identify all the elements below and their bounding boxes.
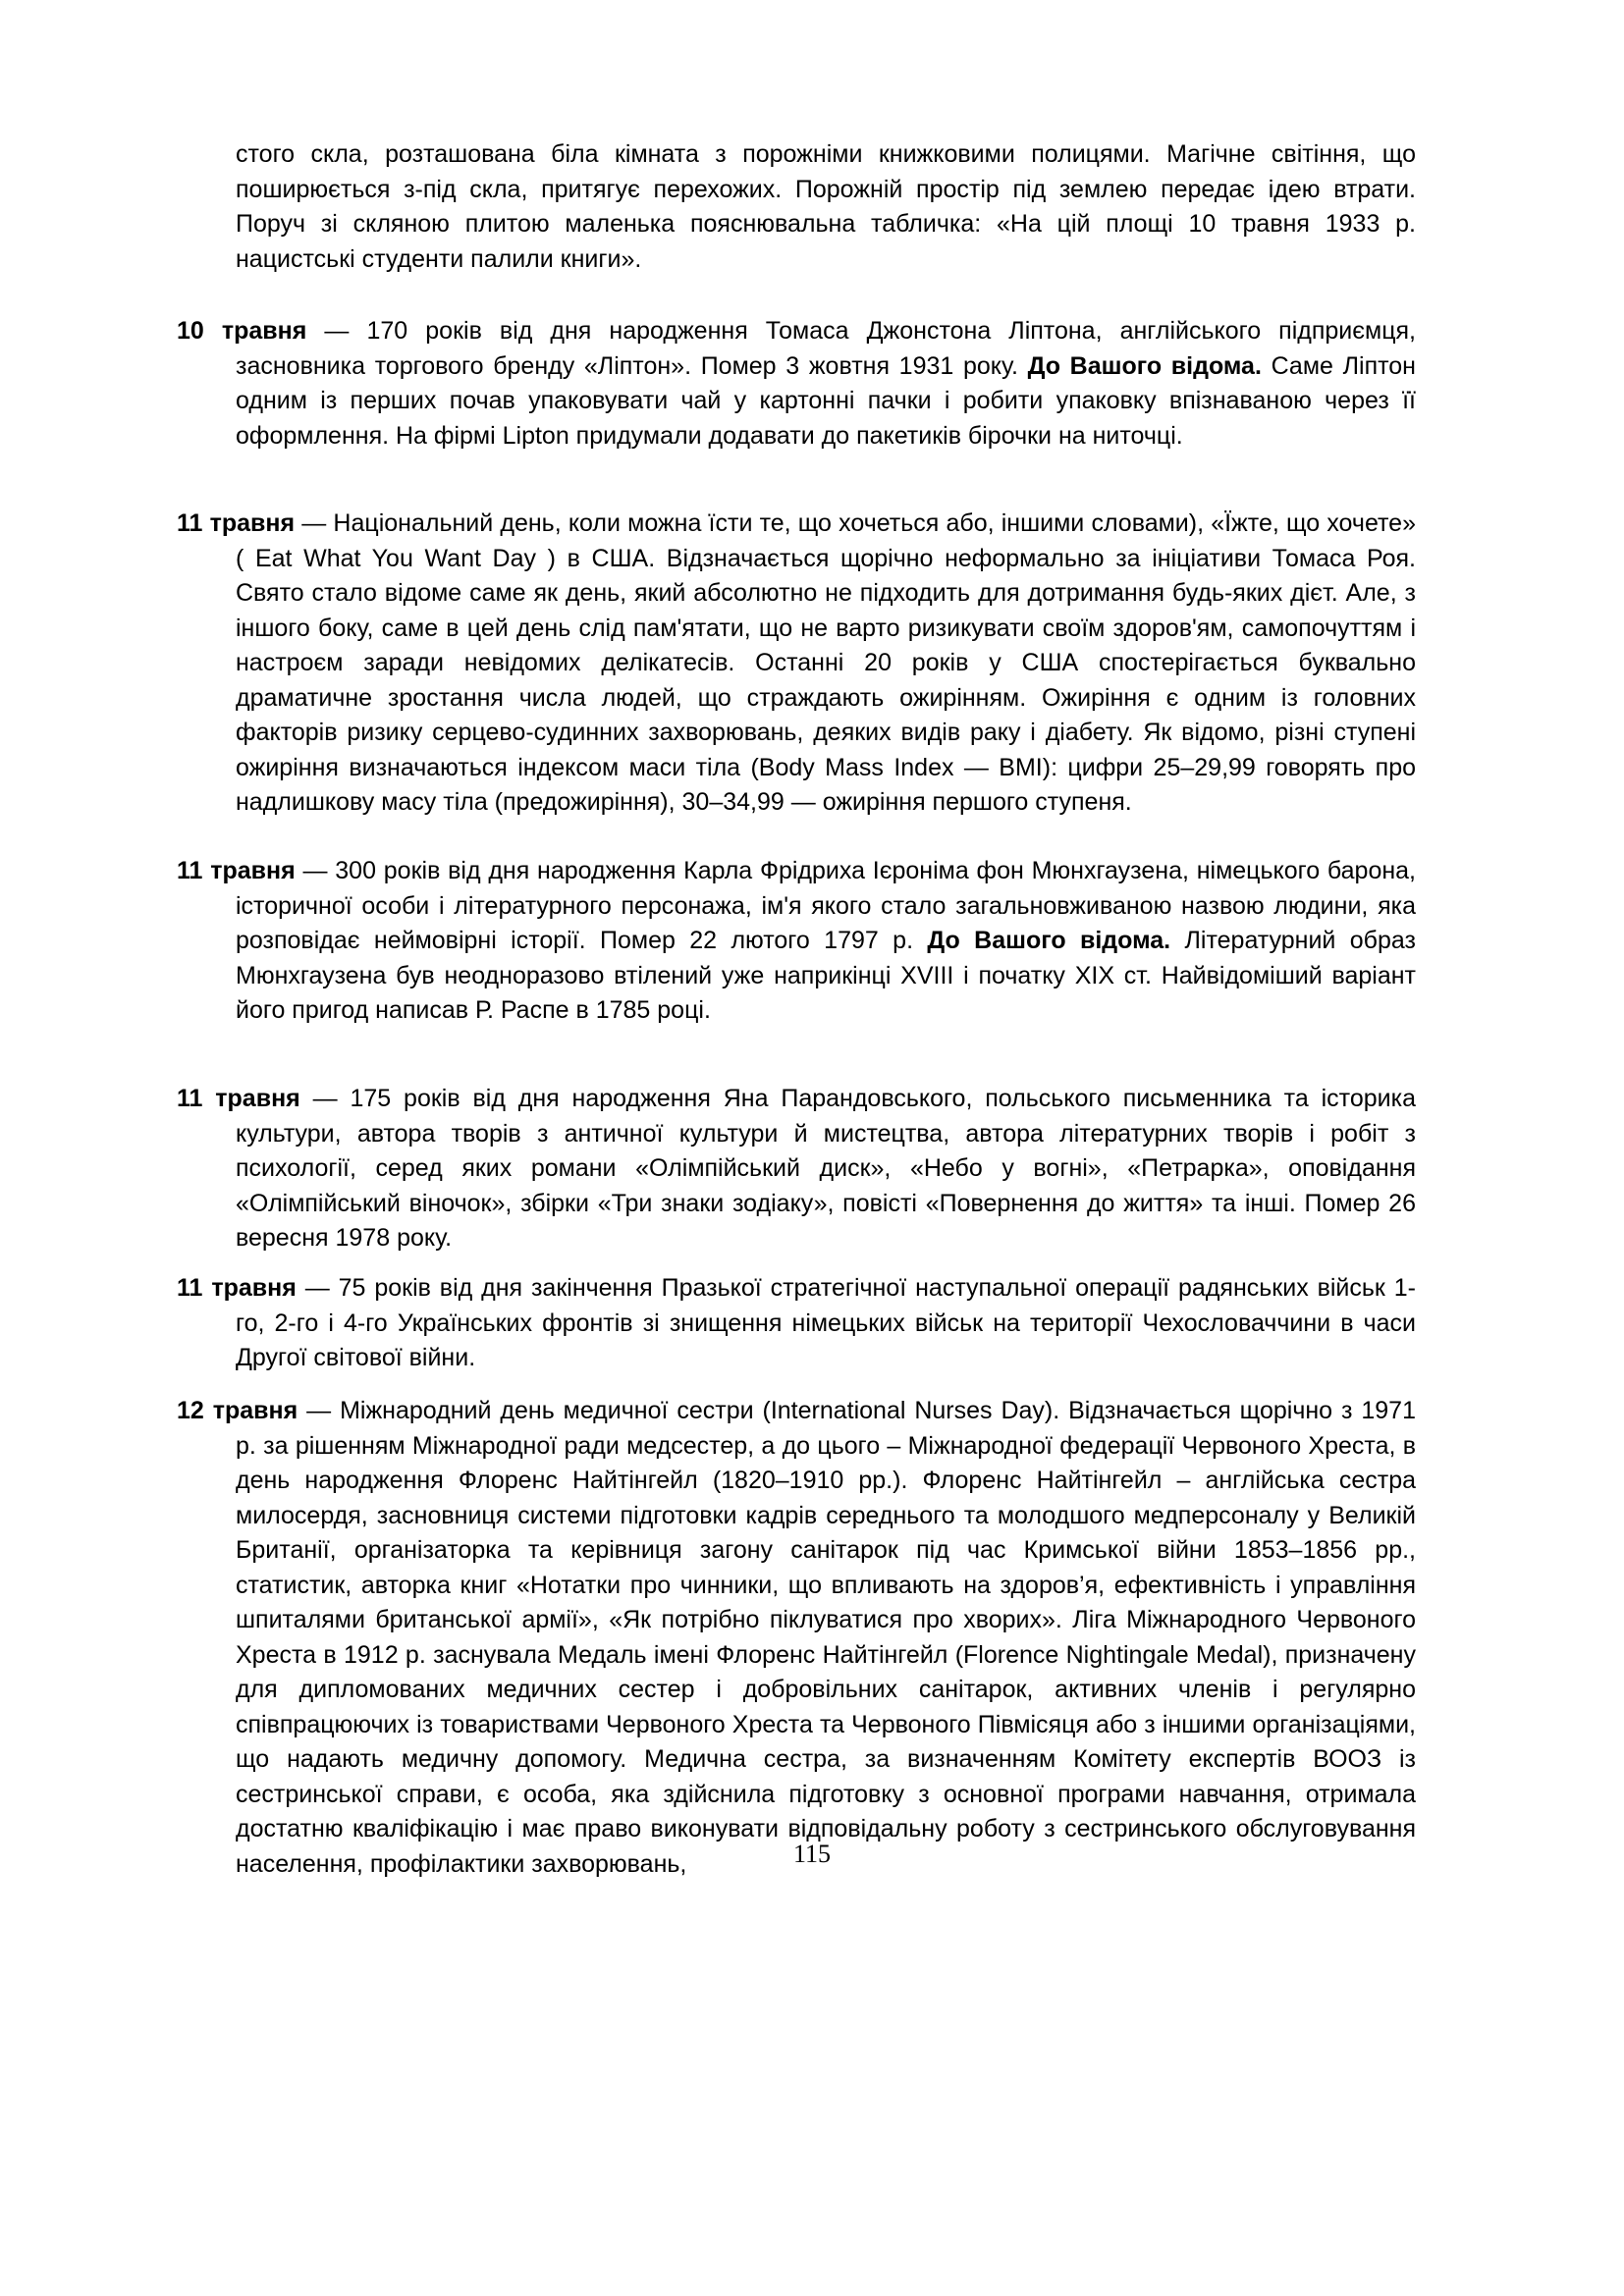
note-label: До Вашого відома.: [927, 927, 1171, 954]
entry-text: — 300 років від дня народження Карла Фрідриха Ієроніма фон Мюнхгаузена, німецького барона, історичної особи і літературного персонажа, ім'я якого стало загальновживаною назвою людини, яка розповідає неймовірні історії. Помер 22 лютого 1797 р.: [236, 857, 1416, 954]
note-text: Саме Ліптон одним із перших почав упаковувати чай у картонні пачки і робити упаковку впізнаваною через її оформлення. На фірмі Lipton придумали додавати до пакетиків бірочки на ниточці.: [236, 351, 1416, 450]
entry-date: 11 травня: [177, 1085, 300, 1112]
entry-date: 11 травня: [177, 509, 296, 537]
note-text: Літературний образ Мюнхгаузена був неодноразово втілений уже наприкінці XVIII і початку XIX ст. Найвідоміший варіант його пригод написав Р. Распе в 1785 році.: [236, 927, 1416, 1024]
entry-may-12-nurses-day: [177, 1394, 1416, 1882]
entry-may-11-munchausen: [177, 854, 1416, 1029]
entry-may-10-lipton: [177, 314, 1416, 454]
entry-text: — 175 років від дня народження Яна Парандовського, польського письменника та історика культури, автора творів з античної культури й мистецтва, автора літературних творів і робіт з психології, серед яких романи «Олімпійський диск», «Небо у вогні», «Петрарка», оповідання «Олімпійський віночок», збірки «Три знаки зодіаку», повісті «Повернення до життя» та інші. Помер 26 вересня 1978 року.: [236, 1085, 1416, 1252]
entry-text: — Національний день, коли можна їсти те, що хочеться або, іншими словами), «Їжте, що хочете» ( Eat What You Want Day ) в США. Відзначається щорічно неформально за ініціативи Томаса Роя. Свято стало відоме саме як день, який абсолютно не підходить для дотримання будь-яких дієт. Але, з іншого боку, саме в цей день слід пам'ятати, що не варто ризикувати своїм здоров'ям, самопочуттям і настроєм заради невідомих делікатесів. Останні 20 років у США спостерігається буквально драматичне зростання числа людей, що страждають ожирінням. Ожиріння є одним із головних факторів ризику серцево-судинних захворювань, деяких видів раку і діабету. Як відомо, різні ступені ожиріння визначаються індексом маси тіла (Body Mass Index — BMI): цифри 25–29,99 говорять про надлишкову масу тіла (предожиріння), 30–34,99 — ожиріння першого ступеня.: [236, 509, 1416, 816]
note-label: До Вашого відома.: [1027, 351, 1262, 380]
entry-may-11-parandowski: [177, 1082, 1416, 1256]
entry-date: 11 травня: [177, 857, 296, 884]
entry-may-11-prague-operation: [177, 1271, 1416, 1376]
page-number: 115: [792, 1840, 832, 1868]
entry-text: — 170 років від дня народження Томаса Джонстона Ліптона, англійського підприємця, засновника торгового бренду «Ліптон». Помер 3 жовтня 1931 року.: [236, 317, 1417, 380]
entry-text: — Міжнародний день медичної сестри (International Nurses Day). Відзначається щорічно з 1971 р. за рішенням Міжнародної ради медсестер, а до цього – Міжнародної федерації Червоного Хреста, в день народження Флоренс Найтінгейл (1820–1910 рр.). Флоренс Найтінгейл – англійська сестра милосердя, засновниця системи підготовки кадрів середнього та молодшого медперсоналу у Великій Британії, організаторка та керівниця загону санітарок під час Кримської війни 1853–1856 рр., статистик, авторка книг «Нотатки про чинники, що впливають на здоров’я, ефективність і управління шпиталями британської армії», «Як потрібно піклуватися про хворих». Ліга Міжнародного Червоного Хреста в 1912 р. заснувала Медаль імені Флоренс Найтінгейл (Florence Nightingale Medal), призначену для дипломованих медичних сестер і добровільних санітарок, активних членів і регулярно співпрацюючих із товариствами Червоного Хреста та Червоного Півмісяця або з іншими організаціями, що надають медичну допомогу. Медична сестра, за визначенням Комітету експертів ВООЗ із сестринської справи, є особа, яка здійснила підготовку з основної програми навчання, отримала достатню кваліфікацію і має право виконувати відповідальну роботу з сестринського обслуговування населення, профілактики захворювань,: [236, 1397, 1416, 1878]
entry-date: 11 травня: [177, 1274, 297, 1302]
entry-date: 10 травня: [177, 317, 307, 345]
entry-date: 12 травня: [177, 1397, 298, 1424]
entry-may-11-eat-what-you-want: [177, 507, 1416, 821]
continuation-paragraph: стого скла, розташована біла кімната з порожніми книжковими полицями. Магічне світіння, що поширюється з-під скла, притягує перехожих. Порожній простір під землею передає ідею втрати. Поруч зі скляною плитою маленька пояснювальна табличка: «На цій площі 10 травня 1933 р. нацистські студенти палили книги».: [236, 140, 1416, 273]
entry-text: — 75 років від дня закінчення Празької стратегічної наступальної операції радянських військ 1-го, 2-го і 4-го Українських фронтів зі знищення німецьких військ на території Чехословаччини в часи Другої світової війни.: [236, 1274, 1416, 1371]
